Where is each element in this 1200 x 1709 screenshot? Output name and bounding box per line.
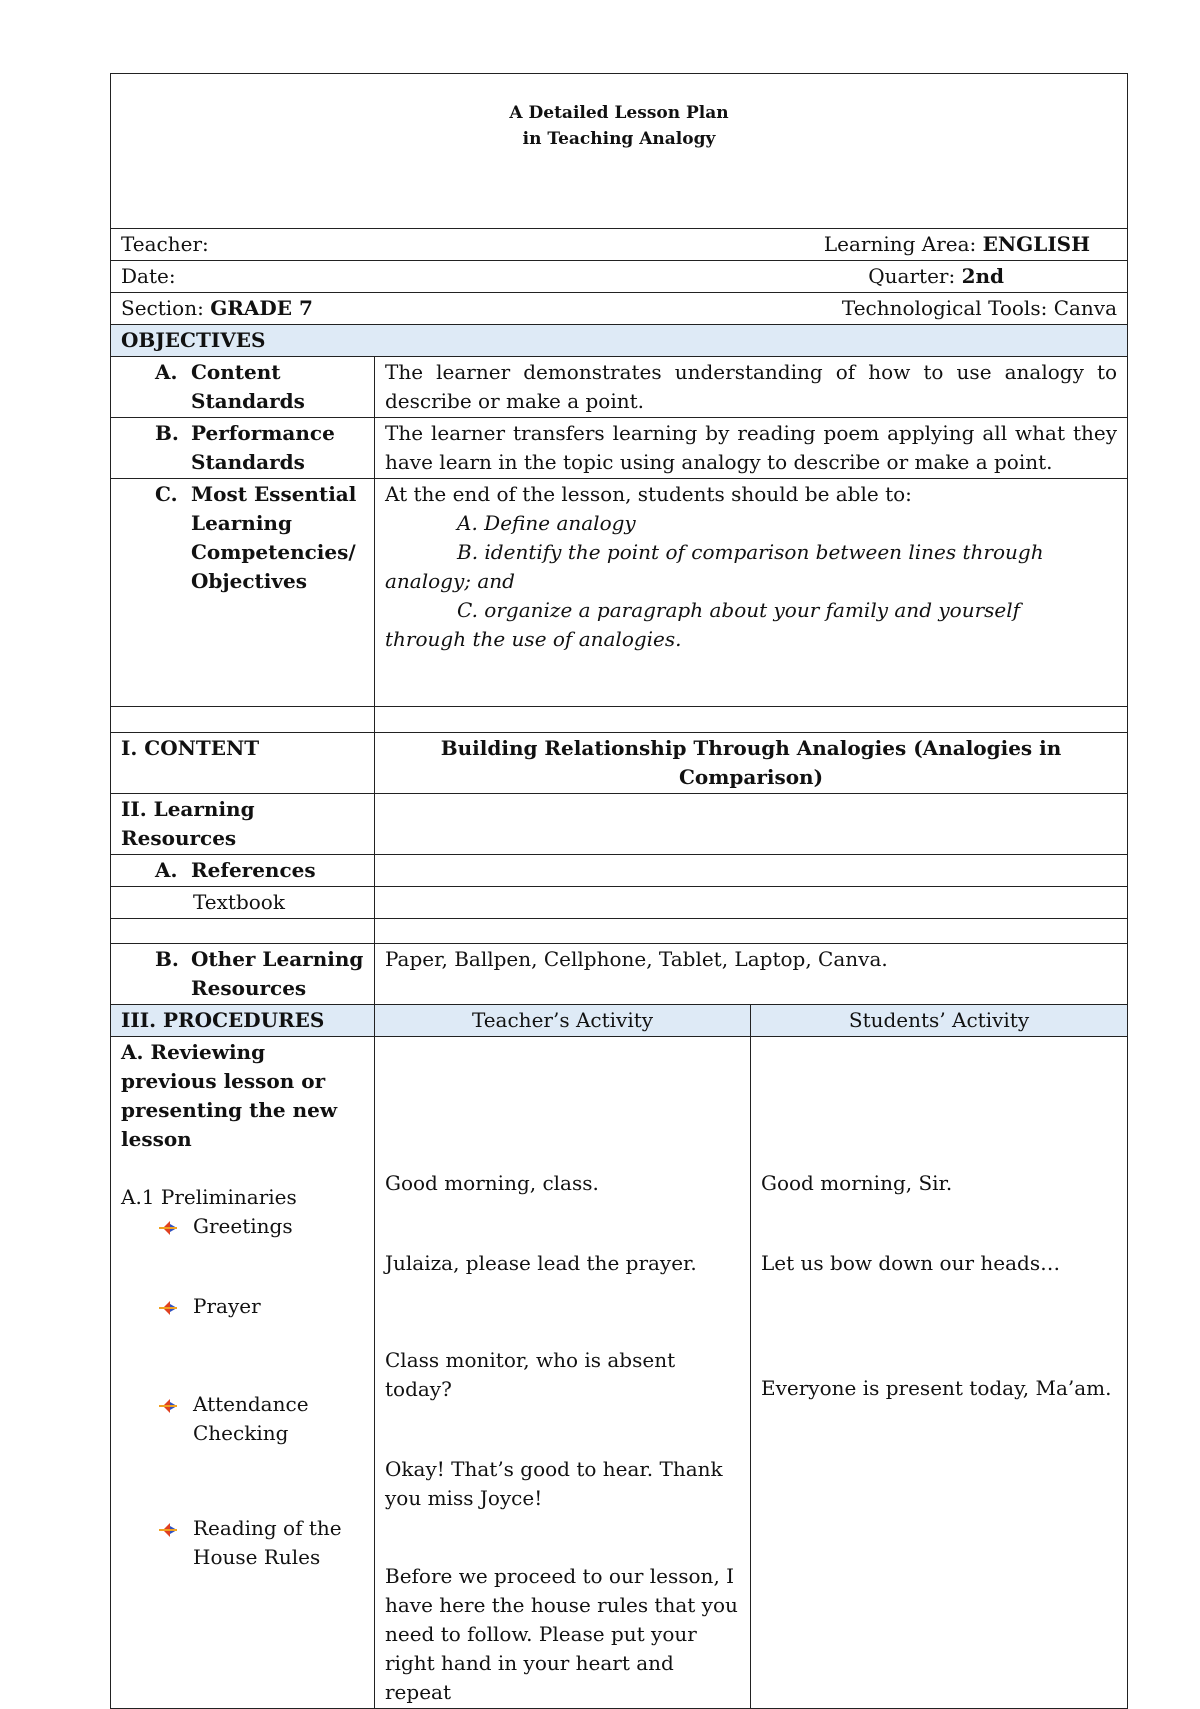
objectives-heading: OBJECTIVES — [111, 325, 1128, 357]
student-greeting: Good morning, Sir. — [761, 1171, 953, 1195]
teacher-activity-header: Teacher’s Activity — [375, 1005, 751, 1037]
teacher-activity-cell — [375, 1037, 751, 1709]
attendance-item — [121, 1390, 364, 1448]
teacher-label: Teacher: — [121, 232, 209, 256]
house-rules-item — [121, 1514, 364, 1572]
competencies-intro: At the end of the lesson, students should be able to: — [385, 482, 912, 506]
teacher-house-rules: Before we proceed to our lesson, I have here the house rules that you need to follow. Please put your right hand in your heart and repeat — [385, 1564, 738, 1704]
date-row — [111, 261, 1128, 293]
teacher-greeting: Good morning, class. — [385, 1171, 599, 1195]
teacher-prayer: Julaiza, please lead the prayer. — [385, 1251, 697, 1275]
procedures-label: III. PROCEDURES — [111, 1005, 375, 1037]
learning-area-value: ENGLISH — [982, 232, 1091, 256]
content-standards-label-cell — [111, 357, 375, 418]
objective-1: A. Define analogy — [457, 511, 636, 535]
technological-tools: Technological Tools: Canva — [841, 296, 1118, 320]
empty-cell — [111, 919, 375, 944]
title-line-1: A Detailed Lesson Plan — [509, 103, 729, 123]
letter-c: C. — [155, 482, 178, 506]
date-label: Date: — [121, 264, 176, 288]
greetings-label: Greetings — [193, 1214, 293, 1238]
procedure-steps-cell — [111, 1037, 375, 1709]
arrow-bullet-icon — [159, 1390, 193, 1448]
preliminaries-label: A.1 Preliminaries — [121, 1185, 297, 1209]
attendance-label: Attendance Checking — [193, 1392, 309, 1445]
title-line-2: in Teaching Analogy — [522, 129, 716, 149]
empty-cell — [111, 707, 375, 733]
other-resources-label-cell — [111, 944, 375, 1005]
letter-b: B. — [155, 421, 179, 445]
prayer-label: Prayer — [193, 1294, 261, 1318]
letter-b: B. — [155, 947, 179, 971]
letter-a: A. — [155, 360, 178, 384]
learning-resources-label: II. Learning Resources — [111, 794, 375, 855]
student-prayer: Let us bow down our heads… — [761, 1251, 1061, 1275]
performance-standards-text: The learner transfers learning by reading poem applying all what they have learn in the topic using analogy to describe or make a point. — [375, 418, 1128, 479]
quarter-value: 2nd — [961, 264, 1005, 288]
section: Section: GRADE 7 — [121, 296, 313, 320]
arrow-bullet-icon — [159, 1212, 193, 1241]
section-value: GRADE 7 — [210, 296, 313, 320]
textbook-cell — [111, 887, 375, 919]
student-attendance: Everyone is present today, Ma’am. — [761, 1376, 1112, 1400]
empty-cell — [375, 855, 1128, 887]
objective-3: C. organize a paragraph about your family and yourself — [457, 598, 1021, 622]
textbook-label: Textbook — [193, 890, 285, 914]
quarter: Quarter: 2nd — [868, 264, 1005, 288]
students-activity-cell — [751, 1037, 1128, 1709]
reviewing-lesson-heading: A. Reviewing previous lesson or presenting the new lesson — [121, 1040, 338, 1151]
lesson-plan-document — [110, 73, 1127, 1709]
objective-2: B. identify the point of comparison between lines through — [457, 540, 1044, 564]
students-activity-header: Students’ Activity — [751, 1005, 1128, 1037]
competencies-label: Most Essential Learning Competencies/ Objectives — [191, 482, 357, 593]
teacher-attendance: Class monitor, who is absent today? — [385, 1348, 676, 1401]
content-standards-label: Content Standards — [191, 360, 305, 413]
learning-area: Learning Area: ENGLISH — [823, 232, 1091, 256]
teacher-row — [111, 229, 1128, 261]
content-standards-text: The learner demonstrates understanding of how to use analogy to describe or make a point. — [375, 357, 1128, 418]
arrow-bullet-icon — [159, 1514, 193, 1572]
objective-2-cont: analogy; and — [385, 569, 515, 593]
house-rules-label: Reading of the House Rules — [193, 1516, 342, 1569]
content-label: I. CONTENT — [111, 733, 375, 794]
other-resources-label: Other Learning Resources — [191, 947, 364, 1000]
performance-standards-label: Performance Standards — [191, 421, 335, 474]
competencies-label-cell — [111, 479, 375, 707]
performance-standards-label-cell — [111, 418, 375, 479]
prayer-item — [121, 1292, 364, 1321]
references-label-cell — [111, 855, 375, 887]
empty-cell — [375, 794, 1128, 855]
content-topic: Building Relationship Through Analogies (Analogies in Comparison) — [375, 733, 1128, 794]
competencies-text-cell — [375, 479, 1128, 707]
objective-3-cont: through the use of analogies. — [385, 627, 682, 651]
other-resources-text: Paper, Ballpen, Cellphone, Tablet, Laptop, Canva. — [375, 944, 1128, 1005]
empty-cell — [375, 919, 1128, 944]
empty-cell — [375, 707, 1128, 733]
references-label: References — [191, 858, 316, 882]
title-cell — [111, 74, 1128, 229]
letter-a: A. — [155, 858, 178, 882]
empty-cell — [375, 887, 1128, 919]
lesson-plan-table — [110, 73, 1128, 1709]
section-row — [111, 293, 1128, 325]
teacher-okay: Okay! That’s good to hear. Thank you miss Joyce! — [385, 1457, 723, 1510]
arrow-bullet-icon — [159, 1292, 193, 1321]
greetings-item — [121, 1212, 364, 1241]
